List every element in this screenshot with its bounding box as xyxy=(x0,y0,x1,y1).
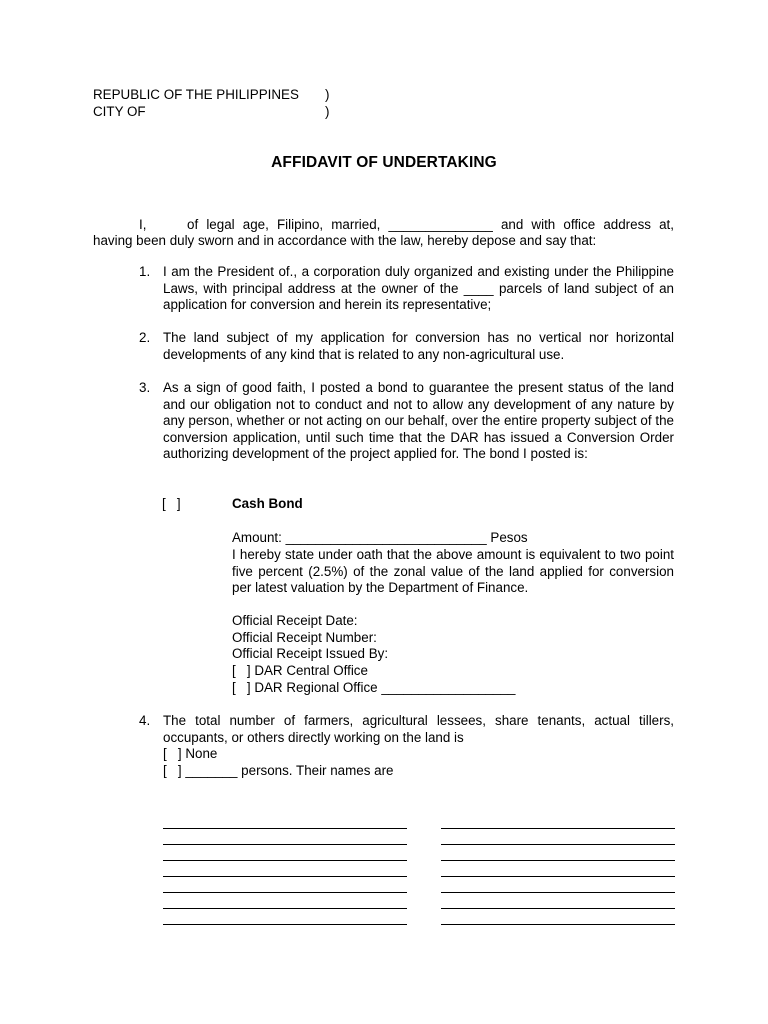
name-line[interactable] xyxy=(163,828,407,829)
receipt-date: Official Receipt Date: xyxy=(232,613,358,628)
occupants-none-option[interactable]: [ ] None xyxy=(163,746,218,761)
name-line[interactable] xyxy=(441,828,675,829)
item-4-text: The total number of farmers, agricultural lessees, share tenants, actual tillers, occupants, or others directly working on the land is xyxy=(163,713,674,745)
name-line[interactable] xyxy=(441,908,675,909)
name-line[interactable] xyxy=(163,892,407,893)
name-line[interactable] xyxy=(163,860,407,861)
name-line[interactable] xyxy=(441,844,675,845)
item-4-number: 4. xyxy=(139,713,151,728)
item-2-number: 2. xyxy=(139,330,151,345)
name-line[interactable] xyxy=(163,876,407,877)
dar-regional-office-option[interactable]: [ ] DAR Regional Office __________________ xyxy=(232,680,516,695)
header-republic-paren: ) xyxy=(325,87,330,102)
document-title: AFFIDAVIT OF UNDERTAKING xyxy=(271,154,497,171)
item-1-text: I am the President of., a corporation duly organized and existing under the Philippine Laws, with principal address at the owner of the ____ parcels of land subject of an application for conversion and herein its representative; xyxy=(163,264,674,313)
name-line[interactable] xyxy=(441,860,675,861)
name-line[interactable] xyxy=(163,844,407,845)
receipt-number: Official Receipt Number: xyxy=(232,630,377,645)
cash-bond-checkbox[interactable]: [ ] xyxy=(162,496,181,511)
header-city: CITY OF xyxy=(93,104,146,119)
name-line[interactable] xyxy=(163,924,407,925)
item-3-text: As a sign of good faith, I posted a bond to guarantee the present status of the land and our obligation not to conduct and not to allow any development of any nature by any person, whether or not acting on our behalf, over the entire property subject of the conversion application, until such time that the DAR has issued a Conversion Order authorizing development of the project applied for. The bond I posted is: xyxy=(163,380,674,462)
intro-line-2: having been duly sworn and in accordance with the law, hereby depose and say that: xyxy=(93,233,597,248)
cash-bond-label: Cash Bond xyxy=(232,496,303,511)
name-line[interactable] xyxy=(441,924,675,925)
header-city-paren: ) xyxy=(325,104,330,119)
intro-line-1: of legal age, Filipino, married, ______________ and with office address at, xyxy=(187,217,674,232)
occupants-persons-option[interactable]: [ ] _______ persons. Their names are xyxy=(163,763,394,778)
header-republic: REPUBLIC OF THE PHILIPPINES xyxy=(93,87,299,102)
dar-central-office-option[interactable]: [ ] DAR Central Office xyxy=(232,663,368,678)
item-1-number: 1. xyxy=(139,264,151,279)
cash-bond-statement: I hereby state under oath that the above amount is equivalent to two point five percent (2.5%) of the zonal value of the land applied for conversion per latest valuation by the Department of Finance. xyxy=(232,547,674,596)
intro-i: I, xyxy=(139,217,147,232)
name-line[interactable] xyxy=(441,876,675,877)
receipt-issued-by: Official Receipt Issued By: xyxy=(232,646,389,661)
item-2-text: The land subject of my application for conversion has no vertical nor horizontal developments of any kind that is related to any non-agricultural use. xyxy=(163,330,674,362)
item-3-number: 3. xyxy=(139,380,151,395)
name-line[interactable] xyxy=(163,908,407,909)
name-line[interactable] xyxy=(441,892,675,893)
cash-bond-amount: Amount: ___________________________ Pesos xyxy=(232,530,528,545)
